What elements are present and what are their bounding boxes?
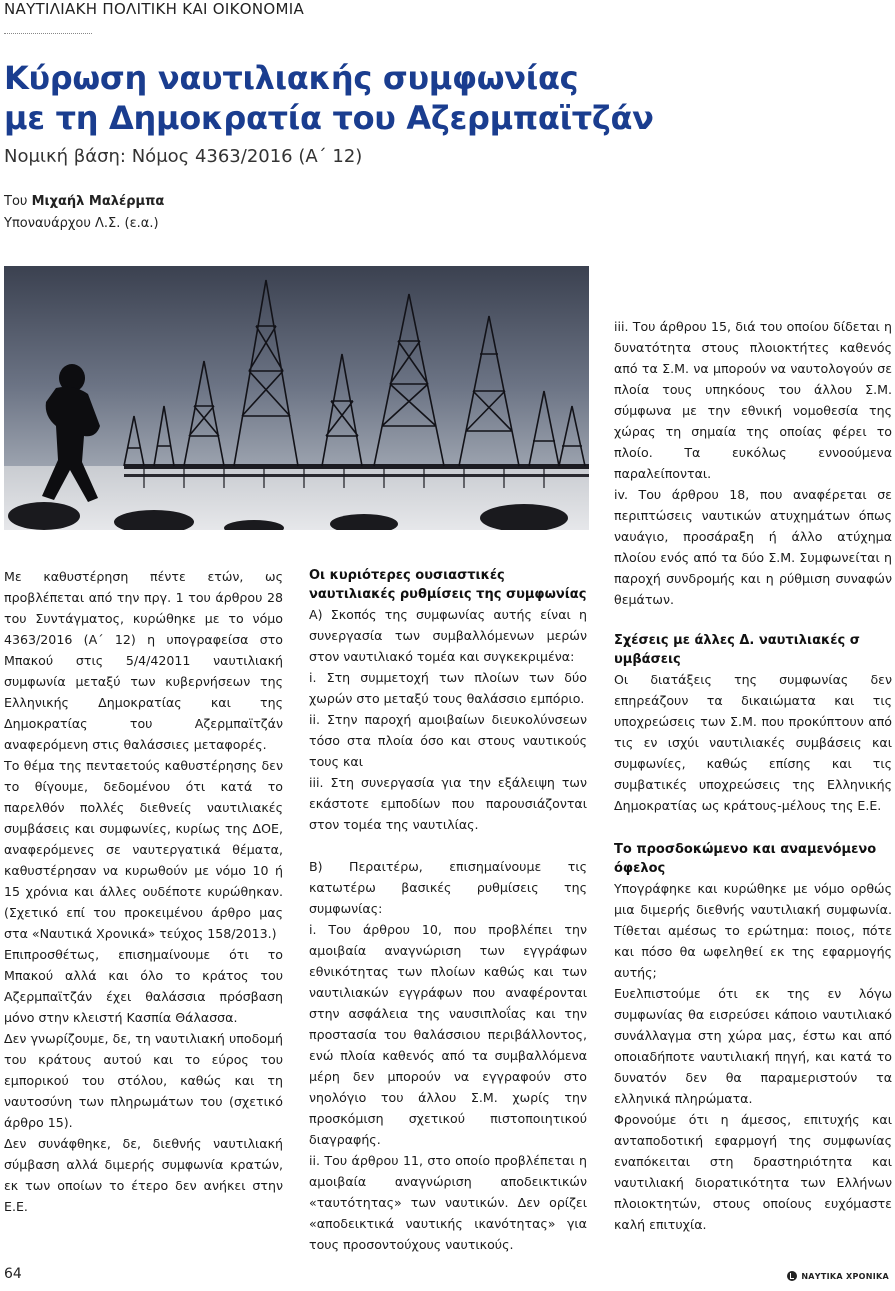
byline-prefix: Του: [4, 194, 32, 209]
article-title: [4, 58, 704, 138]
article-subtitle: Νομική βάση: Νόμος 4363/2016 (Α΄ 12): [4, 146, 363, 167]
list-item: i. Του άρθρου 10, που προβλέπει την αμοιβαία αναγνώριση των εγγράφων εθνικότητας των πλοίων καθώς και των ναυτιλιακών εγγράφων που αναφέρονται στην ασφάλεια της ναυσιπλοΐας και την προστασία του θαλάσσιου περιβάλλοντος, ενώ πλοία καθενός από τα συμβαλλόμενα μέρη δεν μπορούν να εγγραφούν στο νηολόγιο του άλλου Σ.Μ. χωρίς την προσκόμιση σχετικού πιστοποιητικού διαγραφής.: [309, 922, 587, 1147]
section-heading: Το προσδοκώμενο και αναμενόμενο όφελος: [614, 842, 877, 876]
paragraph: Οι διατάξεις της συμφωνίας δεν επηρεάζουν τα δικαιώματα και τις υποχρεώσεις των Σ.Μ. που προκύπτουν από τις εν ισχύι ναυτιλιακές συμβάσεις και συμφωνίες, καθώς επίσης και τις συμβατικές υποχρεώσεις της Ελληνικής Δημοκρατίας ως κράτους-μέλους της Ε.Ε.: [614, 672, 892, 813]
section-heading: Σχέσεις με άλλες Δ. ναυτιλιακές σ υμβάσεις: [614, 633, 860, 667]
paragraph: Δεν συνάφθηκε, δε, διεθνής ναυτιλιακή σύμβαση αλλά διμερής συμφωνία κρατών, εκ των οποίων το έτερο δεν ανήκει στην Ε.Ε.: [4, 1136, 283, 1214]
column-2: [309, 566, 587, 1255]
paragraph: Υπογράφηκε και κυρώθηκε με νόμο ορθώς μια διμερής διεθνής ναυτιλιακή συμφωνία. Τίθεται αμέσως το ερώτημα: ποιος, πότε και πόσο θα ωφεληθεί εκ της εφαρμογής αυτής;: [614, 881, 892, 980]
list-item: i. Στη συμμετοχή των πλοίων των δύο χωρών στο μεταξύ τους θαλάσσιο εμπόριο.: [309, 670, 587, 706]
brand-logo-icon: [787, 1271, 797, 1281]
article-title-line2: με τη Δημοκρατία του Αζερμπαϊτζάν: [4, 99, 654, 137]
list-item: iii. Του άρθρου 15, διά του οποίου δίδεται η δυνατότητα στους πλοιοκτήτες καθενός από τα Σ.Μ. να μπορούν να ναυτολογούν σε πλοία τους υπηκόους του άλλου Σ.Μ. σύμφωνα με την εθνική νομοθεσία της χώρας τη σημαία της οποίας φέρει το πλοίο. Τα ευκόλως εννοούμενα παραλείπονται.: [614, 319, 892, 481]
list-item: iii. Στη συνεργασία για την εξάλειψη των εκάστοτε εμποδίων που παρουσιάζονται στον τομέα της ναυτιλίας.: [309, 775, 587, 832]
article-photo: [4, 266, 589, 530]
brand-name: ΝΑΥΤΙΚΑ ΧΡΟΝΙΚΑ: [801, 1271, 889, 1281]
paragraph: Επιπροσθέτως, επισημαίνουμε ότι το Μπακού αλλά και όλο το κράτος του Αζερμπαϊτζάν έχει θαλάσσια πρόσβαση μόνο στην κλειστή Κασπία Θάλασσα.: [4, 947, 283, 1025]
section-divider: [4, 33, 92, 34]
author-rank: Υποναυάρχου Λ.Σ. (ε.α.): [4, 216, 159, 231]
list-item: iv. Του άρθρου 18, που αναφέρεται σε περιπτώσεις ναυτικών ατυχημάτων όπως ναυάγιο, προσάραξη ή άλλο ατύχημα πλοίου ενός από τα δύο Σ.Μ. Συμφωνείται η παροχή συνδρομής και η ρύθμιση συναφών θεμάτων.: [614, 487, 892, 607]
list-item: ii. Στην παροχή αμοιβαίων διευκολύνσεων τόσο στα πλοία όσο και στους ναυτικούς τους και: [309, 712, 587, 769]
paragraph: Β) Περαιτέρω, επισημαίνουμε τις κατωτέρω βασικές ρυθμίσεις της συμφωνίας:: [309, 859, 587, 916]
oil-derricks-photo: [4, 266, 589, 530]
column-1: [4, 566, 283, 1217]
paragraph: Α) Σκοπός της συμφωνίας αυτής είναι η συνεργασία των συμβαλλόμενων μερών στον ναυτιλιακό τομέα και συγκεκριμένα:: [309, 607, 587, 664]
paragraph: Δεν γνωρίζουμε, δε, τη ναυτιλιακή υποδομή του κράτους αυτού και το εύρος του εμπορικού του στόλου, καθώς και τη ναυτοσύνη των πληρωμάτων του (σχετικό άρθρο 15).: [4, 1031, 283, 1130]
section-heading: Οι κυριότερες ουσιαστικές ναυτιλιακές ρυθμίσεις της συμφωνίας: [309, 568, 587, 602]
footer-brand: [787, 1271, 889, 1281]
column-3: [614, 316, 892, 1235]
paragraph: Φρονούμε ότι η άμεσος, επιτυχής και ανταποδοτική εφαρμογή της συμφωνίας εναπόκειται στη δραστηριότητα και ναυτιλιακή διορατικότητα των Ελλήνων πλοιοκτητών, στους οποίους ευχόμαστε καλή επιτυχία.: [614, 1112, 892, 1232]
byline: [4, 191, 164, 235]
page-number: 64: [4, 1266, 22, 1282]
paragraph: Ευελπιστούμε ότι εκ της εν λόγω συμφωνίας θα εισρεύσει κάποιο ναυτιλιακό συνάλλαγμα στη χώρα μας, έστω και από οποιαδήποτε ναυτιλιακή πηγή, και κατά το δυνατόν δεν θα παραμεριστούν τα ελληνικά πληρώματα.: [614, 986, 892, 1106]
paragraph: Με καθυστέρηση πέντε ετών, ως προβλέπεται από την πργ. 1 του άρθρου 28 του Συντάγματος, κυρώθηκε με το νόμο 4363/2016 (Α΄ 12) η υπογραφείσα στο Μπακού στις 5/4/42011 ναυτιλιακή συμφωνία μεταξύ των κυβερνήσεων της Ελληνικής Δημοκρατίας και της Δημοκρατίας του Αζερμπαϊτζάν αναφερόμενη στις θαλάσσιες μεταφορές.: [4, 569, 283, 752]
paragraph: Το θέμα της πενταετούς καθυστέρησης δεν το θίγουμε, δεδομένου ότι κατά το παρελθόν πολλές διεθνείς ναυτιλιακές συμβάσεις και συμφωνίες, κυρίως της ΔΟΕ, αναφερόμενες σε ναυτεργατικά θέματα, καθυστέρησαν να κυρωθούν με νόμο 10 ή 15 χρόνια και άλλες ουδέποτε κυρώθηκαν. (Σχετικό επί του προκειμένου άρθρο μας στα «Ναυτικά Χρονικά» τεύχος 158/2013.): [4, 758, 283, 941]
section-label: ΝΑΥΤΙΛΙΑΚΗ ΠΟΛΙΤΙΚΗ ΚΑΙ ΟΙΚΟΝΟΜΙΑ: [4, 0, 305, 18]
article-title-line1: Κύρωση ναυτιλιακής συμφωνίας: [4, 59, 579, 97]
list-item: ii. Του άρθρου 11, στο οποίο προβλέπεται η αμοιβαία αναγνώριση αποδεικτικών «ταυτότητας» των ναυτικών. Δεν ορίζει «αποδεικτικά ναυτικής ικανότητας» για τους προσοντούχους ναυτικούς.: [309, 1153, 587, 1252]
author-name: Μιχαήλ Μαλέρμπα: [31, 194, 165, 209]
